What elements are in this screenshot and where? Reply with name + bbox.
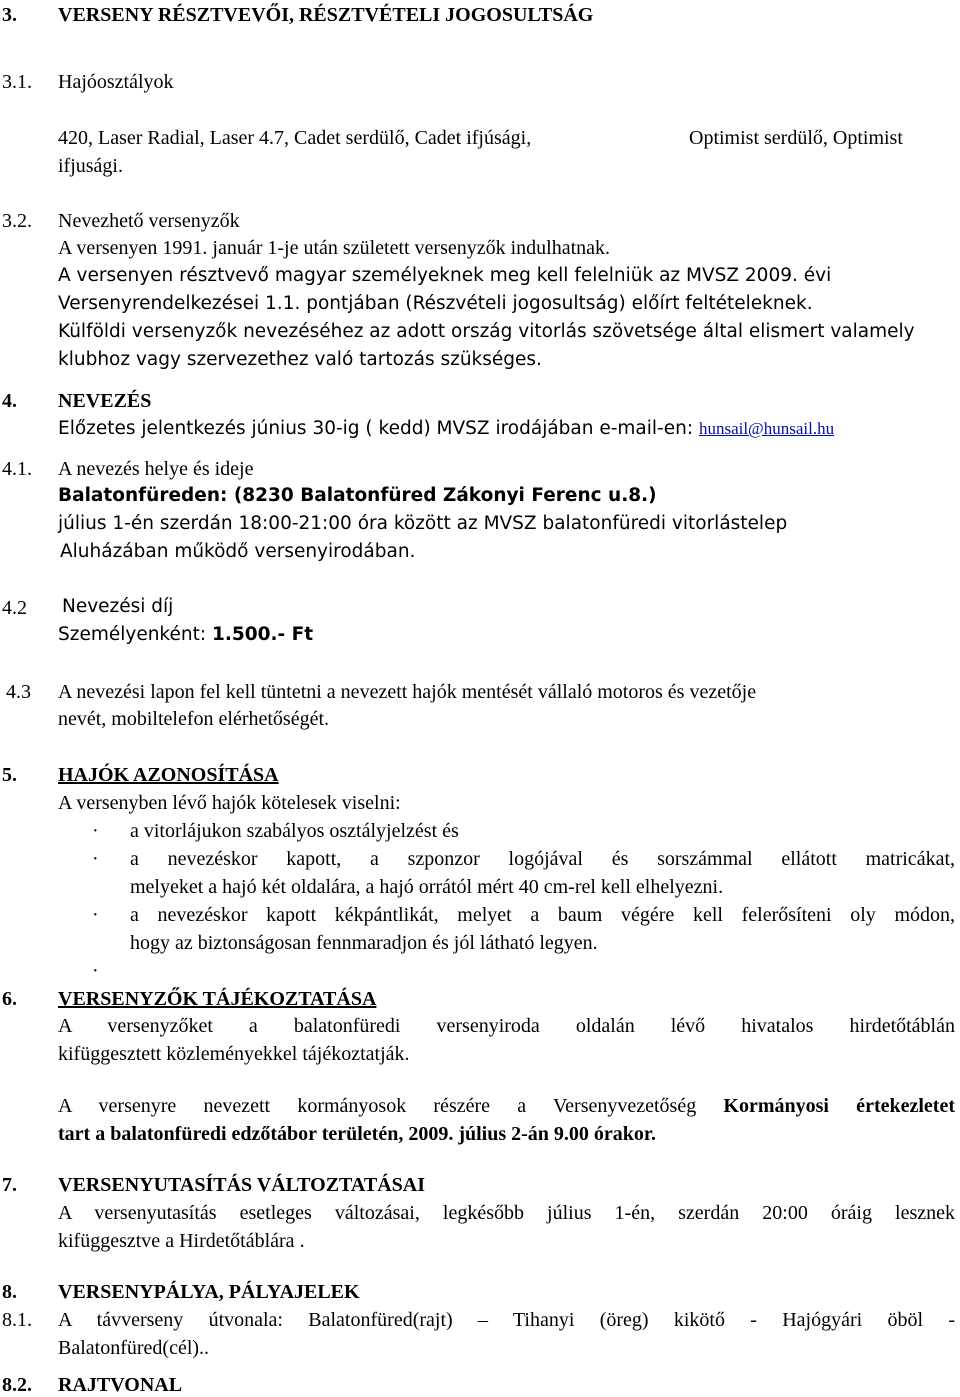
changes-line-2: kifüggesztve a Hirdetőtáblára . — [58, 1230, 305, 1252]
registration-time: július 1-én szerdán 18:00-21:00 óra között az MVSZ balatonfüredi vitorlástelep — [58, 513, 788, 534]
eligibility-line-5: klubhoz vagy szervezethez való tartozás szükséges. — [58, 349, 542, 370]
section-6-number: 6. — [2, 988, 17, 1010]
section-3-2-title: Nevezhető versenyzők — [58, 210, 240, 232]
section-4-2-title: Nevezési díj — [62, 596, 174, 617]
registration-place: Balatonfüreden: (8230 Balatonfüred Zákonyi Ferenc u.8.) — [58, 485, 657, 506]
bullet-3: · — [92, 904, 99, 926]
section-4-3-number: 4.3 — [6, 681, 31, 703]
rescue-line-1: A nevezési lapon fel kell tüntetni a nevezett hajók mentését vállaló motoros és vezetője — [58, 681, 757, 703]
changes-line-1: A versenyutasítás esetleges változásai, legkésőbb július 1-én, szerdán 20:00 óráig lesznek — [58, 1202, 955, 1224]
section-4-number: 4. — [2, 390, 17, 412]
eligibility-line-3: Versenyrendelkezései 1.1. pontjában (Részvételi jogosultság) előírt feltételeknek. — [58, 293, 813, 314]
section-7-number: 7. — [2, 1174, 17, 1196]
section-7-title: VERSENYUTASÍTÁS VÁLTOZTATÁSAI — [58, 1174, 425, 1196]
entry-fee-amount: 1.500.- Ft — [211, 624, 314, 645]
section-3-1-number: 3.1. — [2, 71, 32, 93]
boat-classes-text: 420, Laser Radial, Laser 4.7, Cadet serdülő, Cadet ifjúsági, — [58, 127, 532, 149]
section-3-2-number: 3.2. — [2, 210, 32, 232]
rescue-line-2: nevét, mobiltelefon elérhetőségét. — [58, 708, 330, 730]
section-8-number: 8. — [2, 1281, 17, 1303]
section-4-1-number: 4.1. — [2, 458, 32, 480]
bullet-1: · — [92, 820, 99, 842]
briefing-line-2: tart a balatonfüredi edzőtábor területén, 2009. július 2-án 9.00 órakor. — [58, 1123, 656, 1145]
section-4-2-number: 4.2 — [2, 597, 27, 619]
info-line-2: kifüggesztett közleményekkel tájékoztatják. — [58, 1043, 410, 1065]
section-8-2-title: RAJTVONAL — [58, 1374, 183, 1396]
course-line-2: Balatonfüred(cél).. — [58, 1337, 210, 1359]
bullet-4: · — [92, 960, 99, 982]
info-line-1: A versenyzőket a balatonfüredi versenyiroda oldalán lévő hivatalos hirdetőtáblán — [58, 1015, 955, 1037]
section-5-title: HAJÓK AZONOSÍTÁSA — [58, 764, 279, 786]
boat-classes-text-end: Optimist serdülő, Optimist — [689, 127, 903, 149]
eligibility-line-2: A versenyen résztvevő magyar személyeknek meg kell felelniük az MVSZ 2009. évi — [58, 265, 832, 286]
eligibility-line-1: A versenyen 1991. január 1-je után született versenyzők indulhatnak. — [58, 237, 611, 259]
briefing-line-1-bold: Kormányosi értekezletet — [723, 1095, 955, 1117]
pre-registration-text — [58, 420, 834, 439]
boat-classes-text-2: ifjusági. — [58, 155, 123, 177]
bullet-3-text-a: a nevezéskor kapott kékpántlikát, melyet a baum végére kell felerősíteni oly módon, — [130, 904, 955, 926]
bullet-1-text: a vitorlájukon szabályos osztályjelzést és — [130, 820, 459, 842]
bullet-2: · — [92, 848, 99, 870]
email-link[interactable]: hunsail@hunsail.hu — [698, 419, 835, 438]
eligibility-line-4: Külföldi versenyzők nevezéséhez az adott ország vitorlás szövetsége által elismert valamely — [58, 321, 915, 342]
section-6-title: VERSENYZŐK TÁJÉKOZTATÁSA — [58, 988, 377, 1010]
section-4-1-title: A nevezés helye és ideje — [58, 458, 254, 480]
section-3-number: 3. — [2, 4, 17, 26]
pre-registration-label: Előzetes jelentkezés június 30-ig ( kedd) MVSZ irodájában e-mail-en: — [58, 418, 699, 439]
course-line-1: A távverseny útvonala: Balatonfüred(rajt) – Tihanyi (öreg) kikötő - Hajógyári öböl - — [58, 1309, 955, 1331]
section-5-number: 5. — [2, 764, 17, 786]
section-8-title: VERSENYPÁLYA, PÁLYAJELEK — [58, 1281, 360, 1303]
section-4-title: NEVEZÉS — [58, 390, 152, 412]
entry-fee-label: Személyenként: — [58, 624, 212, 645]
entry-fee-line — [58, 626, 313, 645]
briefing-line-1-plain: A versenyre nevezett kormányosok részére a Versenyvezetőség — [58, 1095, 724, 1117]
bullet-2-text-b: melyeket a hajó két oldalára, a hajó orrától mért 40 cm-rel kell elhelyezni. — [130, 876, 724, 898]
identification-intro: A versenyben lévő hajók kötelesek viselni: — [58, 792, 401, 814]
section-8-1-number: 8.1. — [2, 1309, 32, 1331]
briefing-line-1 — [58, 1096, 955, 1116]
bullet-3-text-b: hogy az biztonságosan fennmaradjon és jól látható legyen. — [130, 932, 598, 954]
registration-office: Aluházában működő versenyirodában. — [60, 541, 416, 562]
section-3-1-title: Hajóosztályok — [58, 71, 174, 93]
section-8-2-number: 8.2. — [2, 1374, 32, 1396]
section-3-title: VERSENY RÉSZTVEVŐI, RÉSZTVÉTELI JOGOSULTSÁG — [58, 4, 594, 26]
bullet-2-text-a: a nevezéskor kapott, a szponzor logójával és sorszámmal ellátott matricákat, — [130, 848, 955, 870]
